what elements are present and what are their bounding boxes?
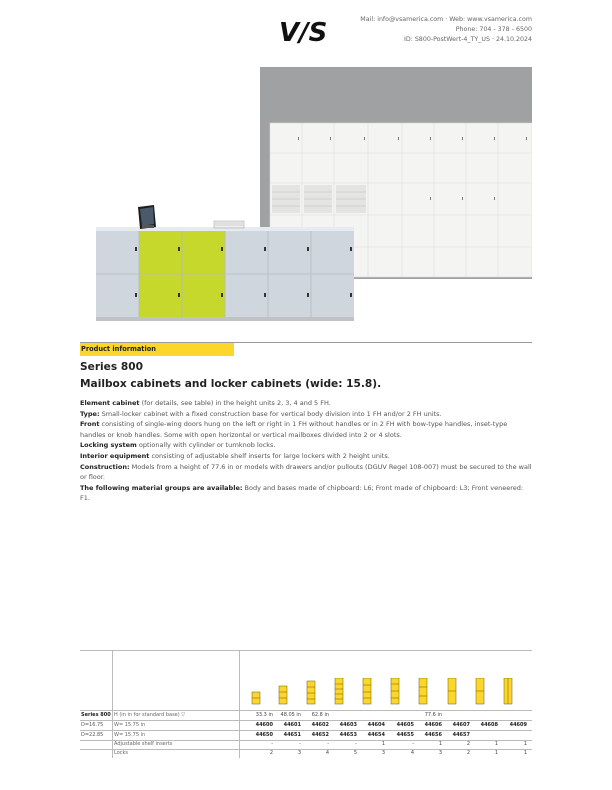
locks-cell: 3 xyxy=(297,750,301,756)
height-cell: 77.6 in xyxy=(424,712,442,718)
shelf-label: Adjustable shelf inserts xyxy=(114,741,173,747)
contact-block xyxy=(360,15,532,45)
locks-cell: 4 xyxy=(325,750,329,756)
depth-label: D=16.75 xyxy=(81,722,104,728)
article-code: 44655 xyxy=(396,732,414,738)
desc-paragraph: The following material groups are available: Body and bases made of chipboard: L6; Front made of chipboard: L3; Front veneered: F1. xyxy=(80,483,524,503)
height-cell: 33.3 in xyxy=(255,712,273,718)
vs-logo xyxy=(279,16,329,46)
width-label: W= 15.75 in xyxy=(114,732,146,738)
article-code: 44652 xyxy=(311,732,329,738)
series-title: Series 800 xyxy=(80,361,143,373)
shelf-cell: - xyxy=(327,741,329,747)
contact-line: Mail: info@vsamerica.com · Web: www.vsamerica.com xyxy=(360,16,532,23)
product-photo xyxy=(80,67,532,325)
table-row-shelves xyxy=(80,740,532,749)
shelf-cell: - xyxy=(412,741,414,747)
phone-line: Phone: 704 - 378 - 6500 xyxy=(455,26,532,33)
table-top-rule xyxy=(80,650,532,651)
shelf-cell: 2 xyxy=(466,741,470,747)
locks-cell: 1 xyxy=(494,750,498,756)
desc-paragraph: Type: Small-locker cabinet with a fixed construction base for vertical body division into 1 FH and/or 2 FH units. xyxy=(80,409,442,418)
depth-label: D=22.85 xyxy=(81,732,104,738)
table-row-depth xyxy=(80,731,532,740)
height-label: H (in in for standard base) ▽ xyxy=(114,712,186,718)
table-row-heights xyxy=(80,711,532,720)
locks-cell: 4 xyxy=(410,750,414,756)
shelf-cell: - xyxy=(355,741,357,747)
article-code: 44650 xyxy=(255,732,273,738)
desc-paragraph: Front consisting of single-wing doors hung on the left or right in 1 FH without handles or in 2 FH with bow-type handles, inset-type handles or knob handles. Some with open horizontal or vertical mailboxes divided into 2 or 4 slots. xyxy=(80,420,508,439)
document-id-line: ID: S800-PostWert-4_TY_US · 24.10.2024 xyxy=(403,36,532,43)
article-code: 44656 xyxy=(424,732,442,738)
shelf-cell: - xyxy=(271,741,273,747)
article-code: 44606 xyxy=(424,722,442,728)
locks-cell: 2 xyxy=(269,750,273,756)
table-row-depth xyxy=(80,721,532,730)
article-code: 44605 xyxy=(396,722,414,728)
logo-text: V/S xyxy=(279,18,328,46)
shelf-cell: - xyxy=(299,741,301,747)
desc-paragraph: Construction: Models from a height of 77.6 in or models with drawers and/or pullouts (DGUV Regel 108-007) must be secured to the wall or floor. xyxy=(80,462,532,482)
article-code: 44600 xyxy=(255,722,273,728)
cabinet-icons xyxy=(80,678,532,710)
width-label: W= 15.75 in xyxy=(114,722,146,728)
shelf-cell: 1 xyxy=(381,741,385,747)
article-code: 44602 xyxy=(311,722,329,728)
shelf-cell: 1 xyxy=(523,741,527,747)
article-code: 44601 xyxy=(283,722,301,728)
height-cell: 48.05 in xyxy=(280,712,301,718)
article-code: 44653 xyxy=(339,732,357,738)
article-code: 44654 xyxy=(367,732,385,738)
product-title: Mailbox cabinets and locker cabinets (wide: 15.8). xyxy=(80,378,382,390)
article-code: 44651 xyxy=(283,732,301,738)
article-code: 44609 xyxy=(509,722,527,728)
product-description xyxy=(80,398,532,504)
series-cell: Series 800 xyxy=(81,712,111,718)
shelf-cell: 1 xyxy=(494,741,498,747)
shelf-cell: 1 xyxy=(438,741,442,747)
product-table xyxy=(80,650,532,758)
article-code: 44607 xyxy=(452,722,470,728)
article-code: 44657 xyxy=(452,732,470,738)
section-label: Product information xyxy=(80,343,234,356)
locks-cell: 2 xyxy=(466,750,470,756)
locks-cell: 1 xyxy=(523,750,527,756)
height-cell: 62.8 in xyxy=(311,712,329,718)
locks-label: Locks xyxy=(114,750,129,756)
article-code: 44608 xyxy=(480,722,498,728)
locks-cell: 3 xyxy=(438,750,442,756)
article-code: 44604 xyxy=(367,722,385,728)
desc-paragraph: Element cabinet (for details, see table) in the height units 2, 3, 4 and 5 FH. xyxy=(80,399,331,407)
article-code: 44603 xyxy=(339,722,357,728)
locks-cell: 3 xyxy=(381,750,385,756)
locks-cell: 5 xyxy=(353,750,357,756)
desc-paragraph: Locking system optionally with cylinder or turnknob locks. xyxy=(80,441,276,450)
table-row-locks xyxy=(80,749,532,758)
desc-paragraph: Interior equipment consisting of adjustable shelf inserts for large lockers with 2 height units. xyxy=(80,451,390,460)
